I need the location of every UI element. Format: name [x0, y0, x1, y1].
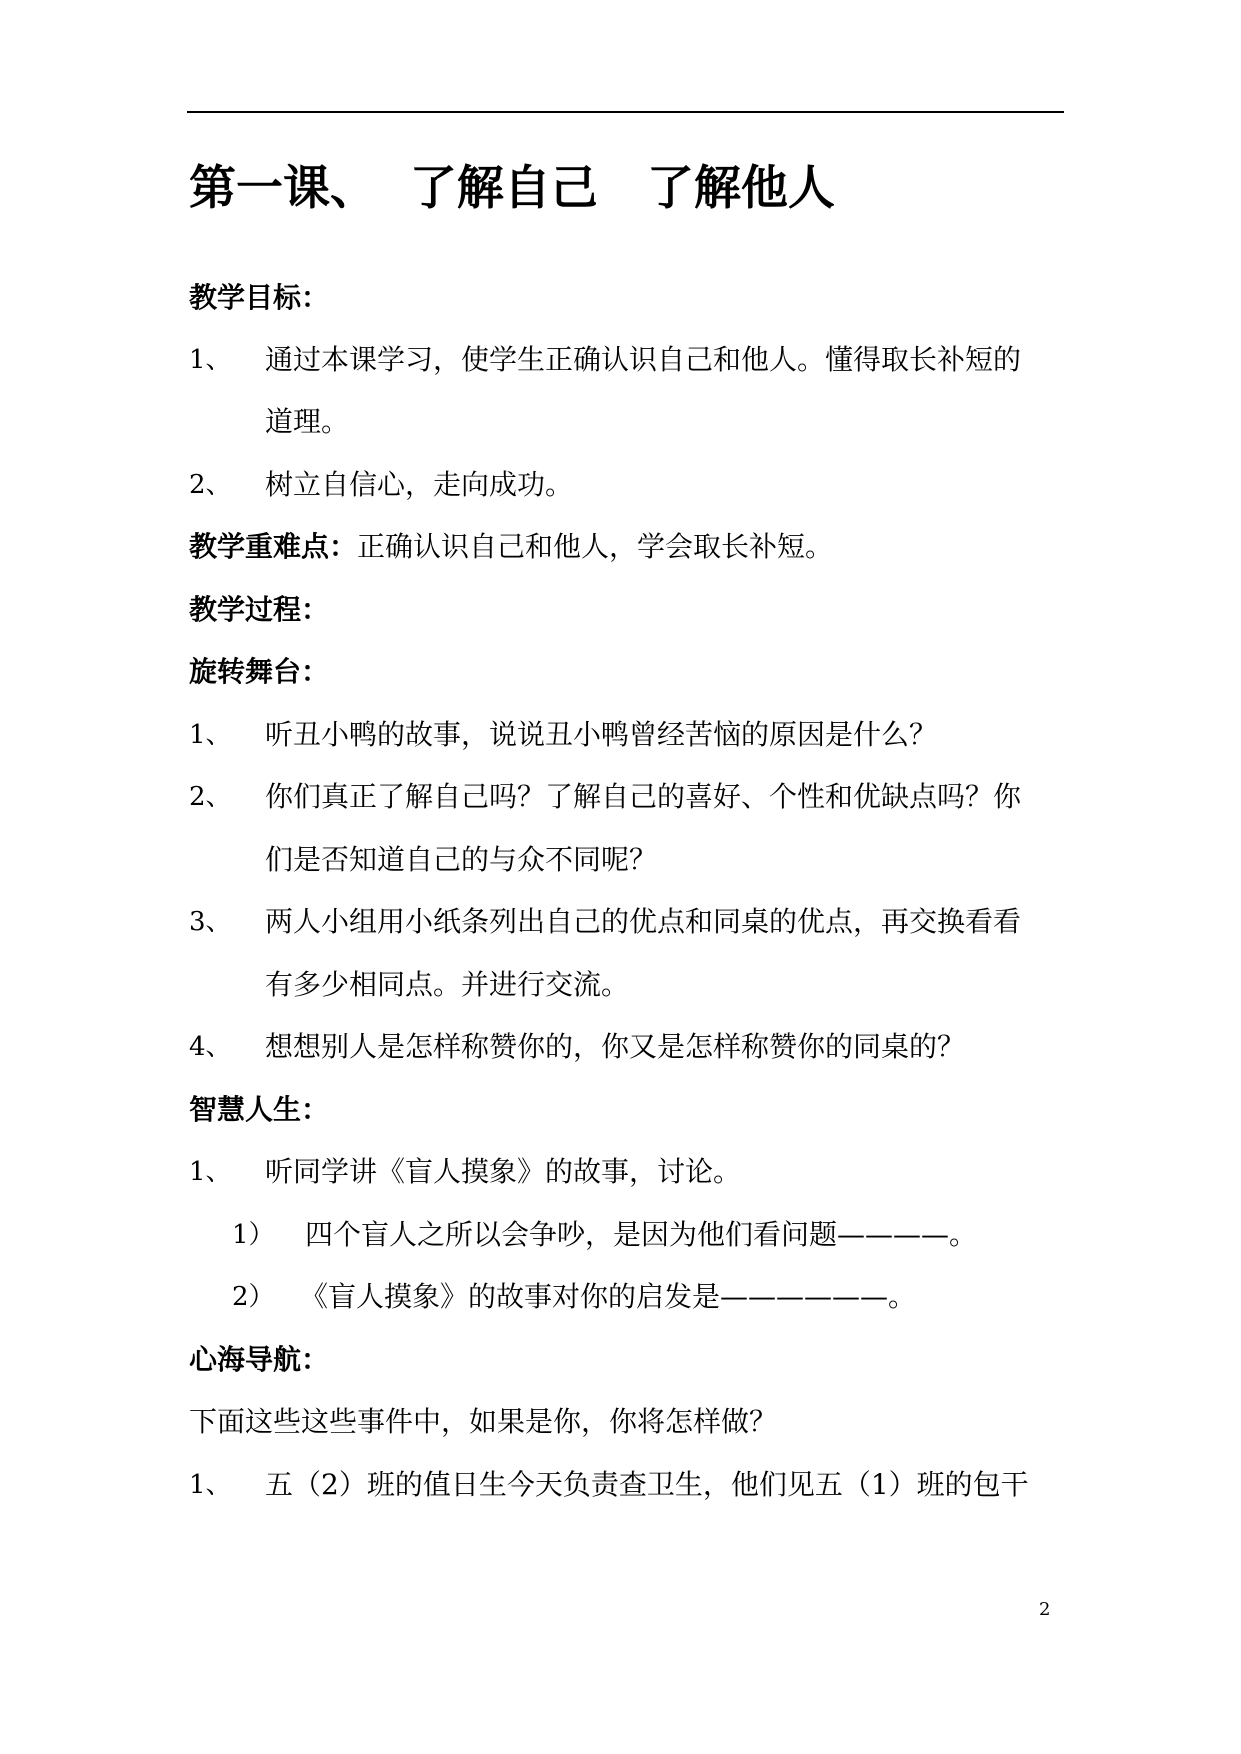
- objective-1-text-line-1: 通过本课学习，使学生正确认识自己和他人。懂得取长补短的: [265, 343, 1022, 376]
- objective-1-number: 1、: [189, 345, 232, 375]
- objective-2-text: 树立自信心，走向成功。: [265, 468, 574, 501]
- stage-heading: 旋转舞台：: [189, 655, 330, 688]
- header-rule: [187, 111, 1064, 113]
- process-heading: 教学过程：: [189, 593, 330, 626]
- wisdom-heading: 智慧人生：: [189, 1093, 330, 1126]
- navigation-item-1-text: 五（2）班的值日生今天负责查卫生，他们见五（1）班的包干: [265, 1468, 1029, 1501]
- navigation-heading: 心海导航：: [189, 1343, 330, 1376]
- objective-1-text-line-2: 道理。: [265, 405, 350, 438]
- stage-item-3-number: 3、: [189, 907, 232, 937]
- stage-item-4-number: 4、: [189, 1032, 232, 1062]
- wisdom-item-1-text: 听同学讲《盲人摸象》的故事，讨论。: [265, 1155, 742, 1188]
- wisdom-subitem-2-number: 2）: [232, 1282, 275, 1312]
- stage-item-2-text-line-1: 你们真正了解自己吗？了解自己的喜好、个性和优缺点吗？你: [265, 780, 1022, 813]
- stage-item-2-number: 2、: [189, 782, 232, 812]
- wisdom-item-1-number: 1、: [189, 1157, 232, 1187]
- navigation-item-1-number: 1、: [189, 1470, 232, 1500]
- stage-item-1-text: 听丑小鸭的故事，说说丑小鸭曾经苦恼的原因是什么？: [265, 718, 938, 751]
- objectives-heading: 教学目标：: [189, 281, 330, 314]
- key-points-label: 教学重难点：: [189, 530, 358, 563]
- key-points: [189, 527, 833, 567]
- stage-item-2-text-line-2: 们是否知道自己的与众不同呢？: [265, 843, 658, 876]
- wisdom-subitem-2-text: 《盲人摸象》的故事对你的启发是——————。: [300, 1280, 917, 1313]
- stage-item-3-text-line-2: 有多少相同点。并进行交流。: [265, 968, 630, 1001]
- stage-item-1-number: 1、: [189, 720, 232, 750]
- key-points-text: 正确认识自己和他人，学会取长补短。: [357, 530, 834, 563]
- stage-item-3-text-line-1: 两人小组用小纸条列出自己的优点和同桌的优点，再交换看看: [265, 905, 1022, 938]
- stage-item-4-text: 想想别人是怎样称赞你的，你又是怎样称赞你的同桌的？: [265, 1030, 966, 1063]
- page-number: 2: [1039, 1599, 1051, 1620]
- wisdom-subitem-1-number: 1）: [232, 1220, 275, 1250]
- lesson-title: 第一课、 了解自己 了解他人: [189, 161, 835, 216]
- navigation-intro: 下面这些这些事件中，如果是你，你将怎样做？: [189, 1405, 778, 1438]
- wisdom-subitem-1-text: 四个盲人之所以会争吵，是因为他们看问题————。: [305, 1218, 978, 1251]
- objective-2-number: 2、: [189, 470, 232, 500]
